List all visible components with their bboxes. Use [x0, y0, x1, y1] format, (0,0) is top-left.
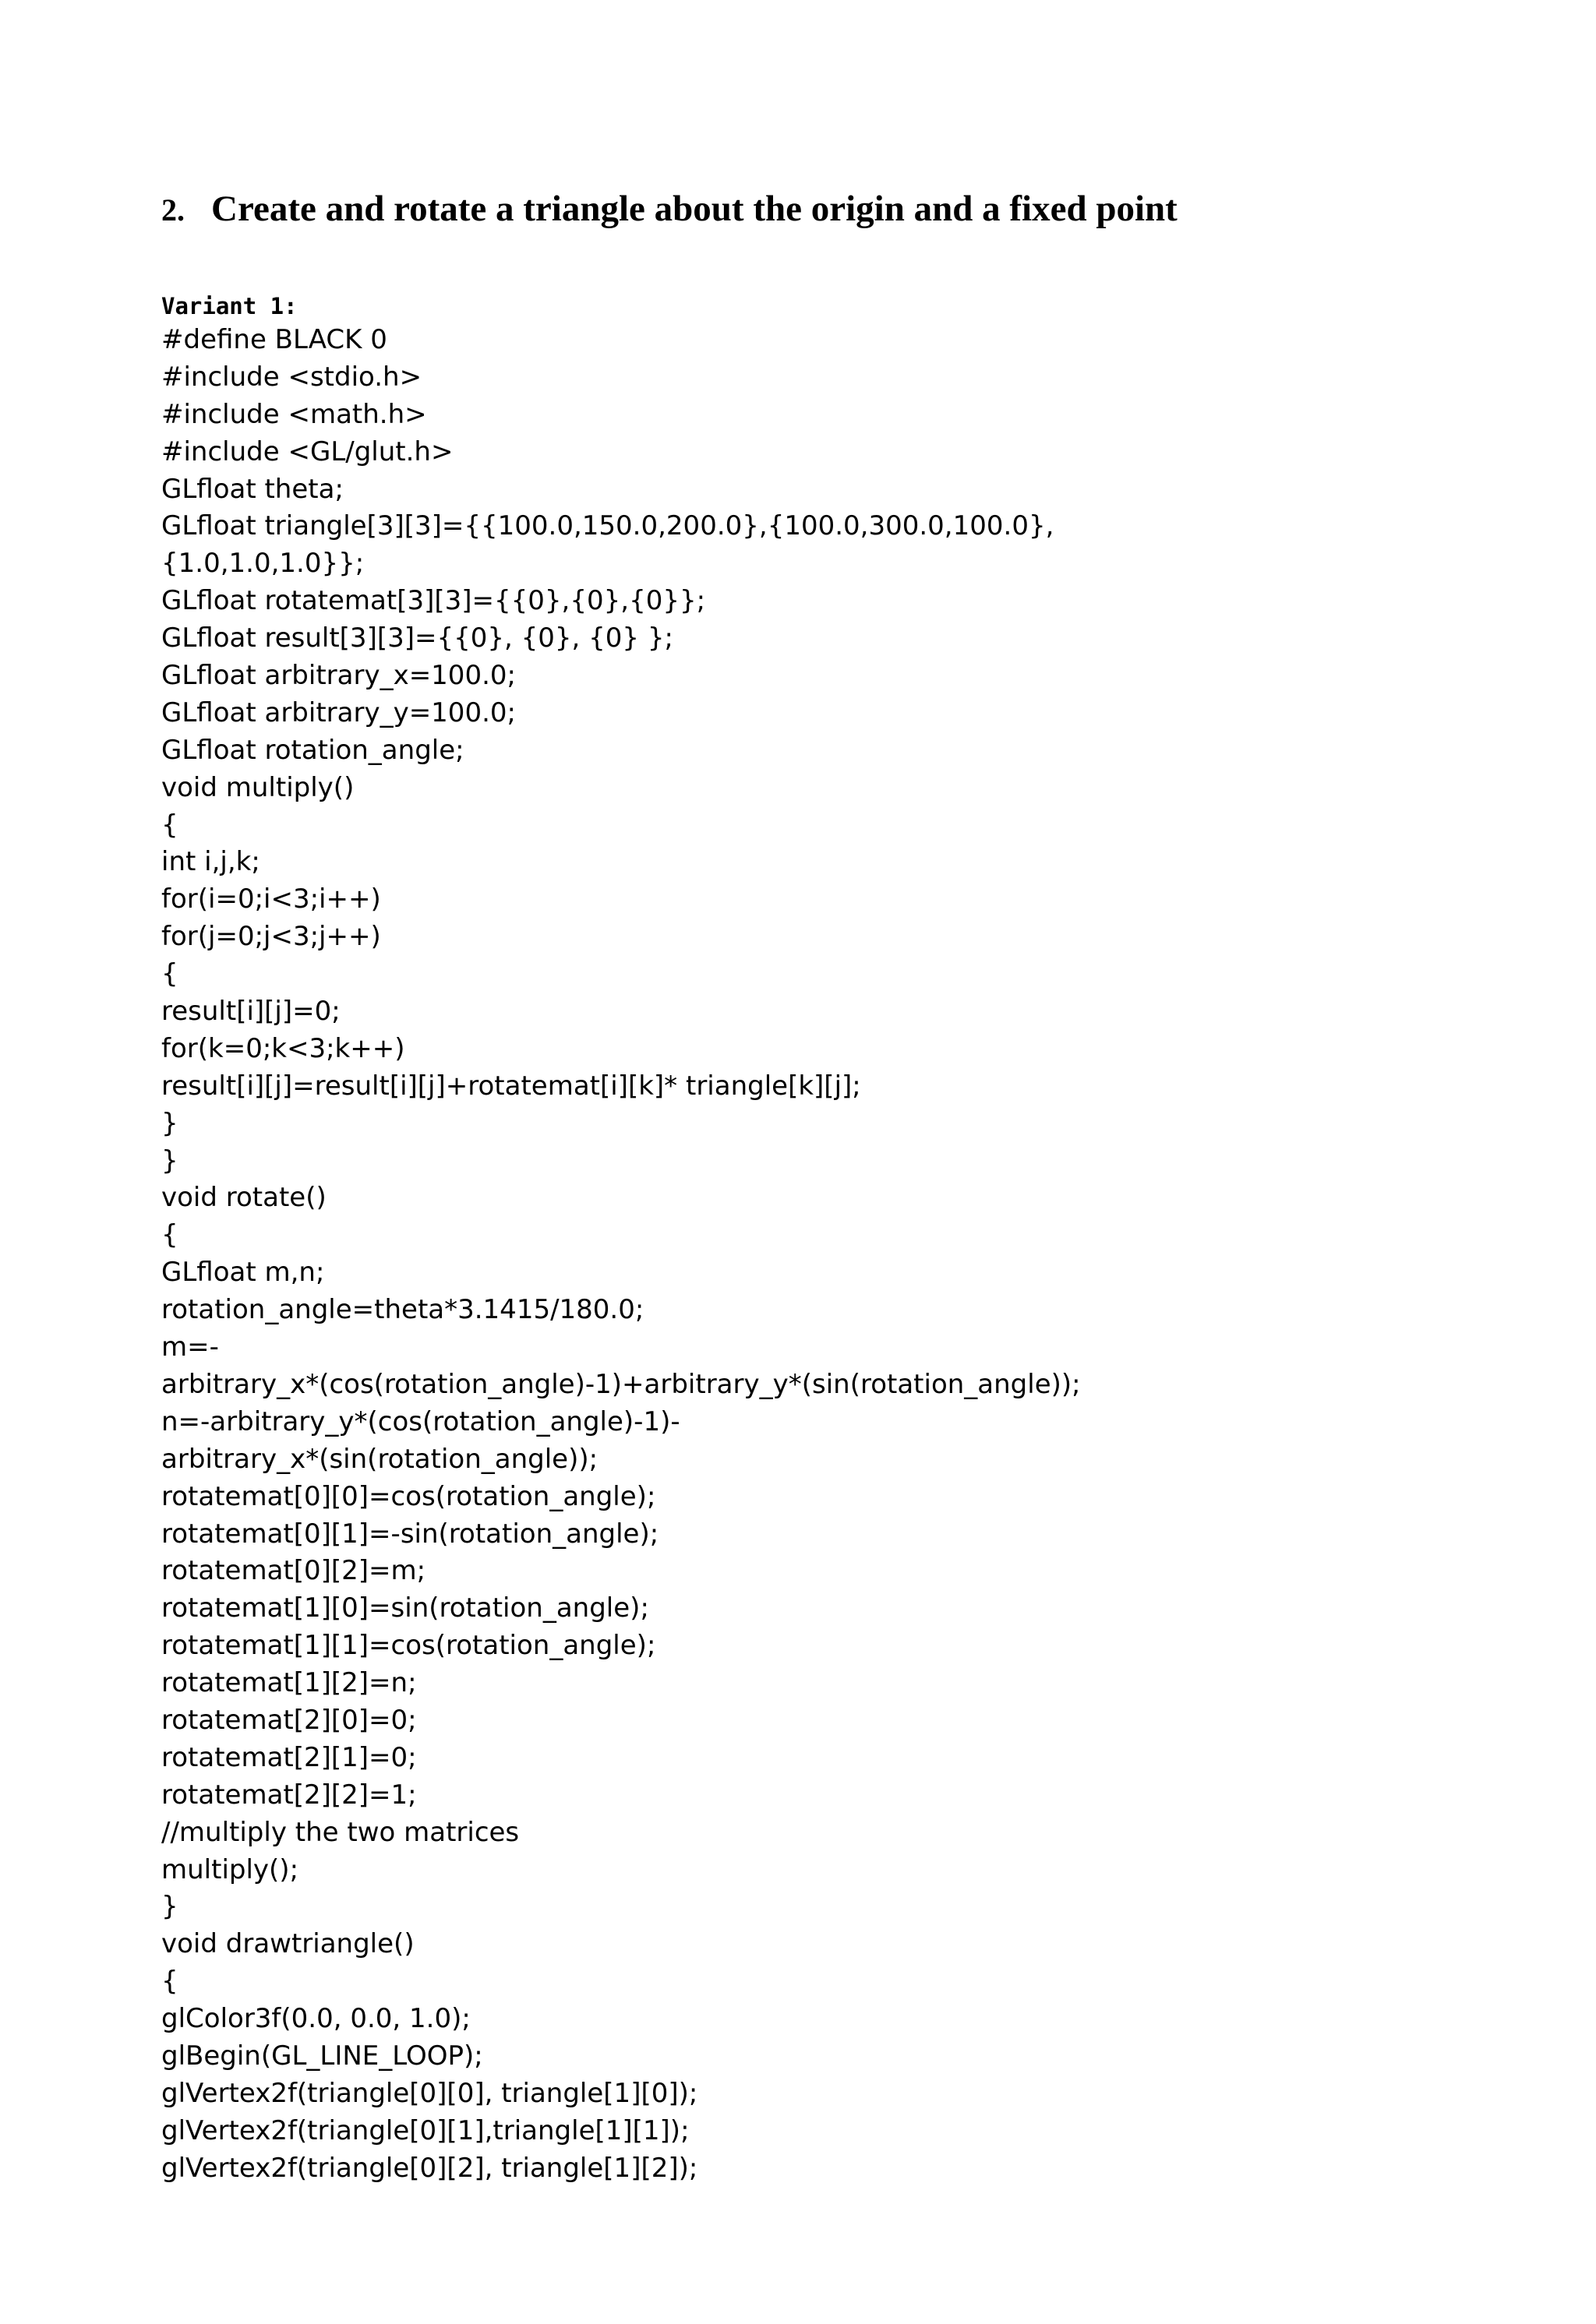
code-line: rotatemat[1][1]=cos(rotation_angle); [161, 1630, 656, 1662]
code-line: arbitrary_x*(cos(rotation_angle)-1)+arbitrary_y*(sin(rotation_angle)); [161, 1368, 1081, 1400]
code-line: #include <stdio.h> [161, 361, 422, 393]
code-line: m=- [161, 1331, 219, 1363]
code-line: rotatemat[2][1]=0; [161, 1741, 417, 1773]
code-line: void drawtriangle() [161, 1928, 415, 1960]
code-line: glVertex2f(triangle[0][0], triangle[1][0]); [161, 2077, 698, 2109]
section-number: 2. [161, 192, 185, 227]
code-line: void multiply() [161, 771, 355, 803]
code-line: for(k=0;k<3;k++) [161, 1032, 405, 1064]
code-line: {1.0,1.0,1.0}}; [161, 548, 365, 580]
code-line: rotation_angle=theta*3.1415/180.0; [161, 1294, 644, 1326]
code-line: rotatemat[0][2]=m; [161, 1555, 426, 1587]
code-line: void rotate() [161, 1182, 327, 1214]
code-line: for(i=0;i<3;i++) [161, 883, 381, 915]
code-line: rotatemat[0][0]=cos(rotation_angle); [161, 1480, 656, 1512]
code-line: GLfloat triangle[3][3]={{100.0,150.0,200.0},{100.0,300.0,100.0}, [161, 510, 1054, 542]
code-line: glVertex2f(triangle[0][2], triangle[1][2]); [161, 2152, 698, 2184]
code-line: GLfloat rotatemat[3][3]={{0},{0},{0}}; [161, 585, 706, 617]
code-line: rotatemat[0][1]=-sin(rotation_angle); [161, 1518, 659, 1550]
code-line: rotatemat[1][0]=sin(rotation_angle); [161, 1592, 649, 1624]
code-line: rotatemat[2][0]=0; [161, 1704, 417, 1736]
code-line: result[i][j]=result[i][j]+rotatemat[i][k]* triangle[k][j]; [161, 1070, 861, 1102]
variant-label: Variant 1: [161, 293, 298, 319]
code-line: #include <math.h> [161, 398, 427, 430]
code-line: glColor3f(0.0, 0.0, 1.0); [161, 2003, 471, 2035]
code-line: result[i][j]=0; [161, 996, 341, 1028]
code-line: } [161, 1144, 178, 1176]
section-heading [161, 185, 1178, 234]
code-line: { [161, 809, 178, 841]
code-line: { [161, 958, 178, 990]
code-line: } [161, 1891, 178, 1923]
code-listing [161, 322, 1502, 2188]
code-line: glVertex2f(triangle[0][1],triangle[1][1]); [161, 2114, 690, 2146]
code-line: GLfloat m,n; [161, 1257, 325, 1289]
code-line: //multiply the two matrices [161, 1816, 520, 1848]
code-line: { [161, 1219, 178, 1251]
code-line: rotatemat[2][2]=1; [161, 1779, 417, 1811]
code-line: GLfloat result[3][3]={{0}, {0}, {0} }; [161, 622, 673, 654]
code-line: GLfloat rotation_angle; [161, 734, 464, 766]
code-line: GLfloat arbitrary_y=100.0; [161, 696, 516, 728]
code-line: n=-arbitrary_y*(cos(rotation_angle)-1)- [161, 1405, 680, 1437]
code-line: for(j=0;j<3;j++) [161, 921, 381, 953]
code-line: multiply(); [161, 1853, 299, 1885]
code-line: arbitrary_x*(sin(rotation_angle)); [161, 1443, 598, 1475]
code-line: rotatemat[1][2]=n; [161, 1667, 417, 1699]
code-line: GLfloat theta; [161, 473, 344, 505]
code-line: #include <GL/glut.h> [161, 436, 454, 467]
code-line: int i,j,k; [161, 846, 260, 878]
code-line: #define BLACK 0 [161, 324, 387, 355]
code-line: { [161, 1966, 178, 1998]
code-line: } [161, 1107, 178, 1139]
code-line: GLfloat arbitrary_x=100.0; [161, 660, 516, 692]
code-line: glBegin(GL_LINE_LOOP); [161, 2040, 483, 2072]
section-title: Create and rotate a triangle about the origin and a fixed point [211, 189, 1178, 229]
